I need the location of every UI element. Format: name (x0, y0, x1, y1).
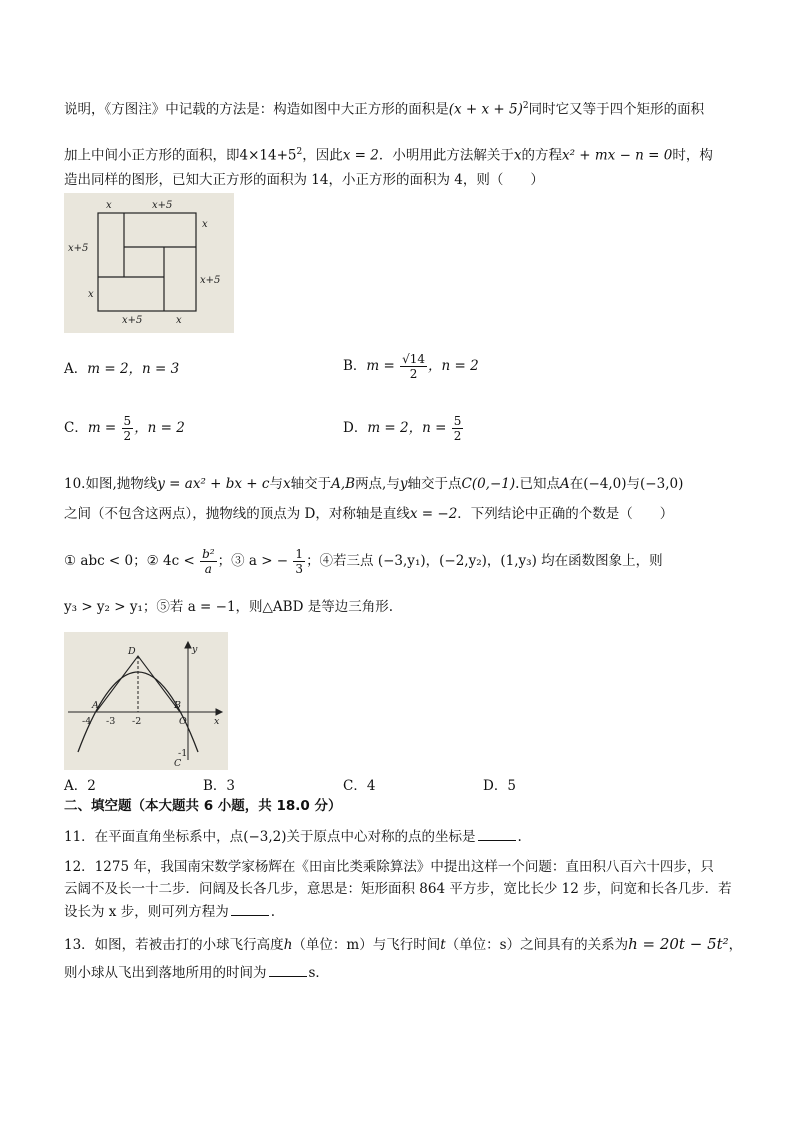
q9-text: 时，构 (672, 147, 713, 164)
q9-option-b[interactable] (343, 352, 479, 381)
fraction-denominator: 2 (123, 429, 132, 443)
label-x5: x+5 (152, 200, 173, 211)
q10-text: 轴交于 (290, 476, 332, 492)
answer-blank[interactable] (478, 826, 516, 841)
q9-expression: 4×14+5 (239, 147, 297, 164)
q13-text: （单位：m）与飞行时间 (292, 937, 441, 953)
fraction-denominator: 2 (409, 367, 418, 381)
q11 (64, 826, 522, 847)
option-text: m = 2，n = (367, 420, 447, 436)
q9-option-c[interactable] (64, 414, 185, 443)
q10-text: ．下列结论中正确的个数是（ ） (457, 506, 674, 522)
q9-text: 加上中间小正方形的面积，即 (64, 147, 240, 164)
condition-text: ① abc < 0；② 4c < (64, 553, 195, 569)
tick-minus-3: -3 (106, 716, 116, 727)
q9-text: ．小明用此方法解关于 (378, 147, 514, 164)
q11-point: (−3,2) (243, 829, 287, 845)
label-y: y (192, 644, 198, 655)
q10-point-c: C(0,−1) (461, 476, 516, 492)
q10-equation: y = ax² + bx + c (157, 476, 270, 492)
option-text: ，n = 2 (134, 420, 185, 436)
q10-point: (−3,0) (640, 476, 684, 492)
q13-variable: t (440, 937, 446, 953)
option-text: ，n = 2 (428, 358, 479, 374)
q10-point-a: A (559, 476, 570, 492)
fraction-denominator: a (204, 562, 212, 576)
label-x5: x+5 (200, 275, 221, 286)
label-x5: x+5 (122, 315, 143, 326)
q10-points: A,B (331, 476, 356, 492)
q10-text: 与 (269, 476, 283, 492)
q9-exponent: 2 (522, 101, 529, 111)
q12-line-2: 云阔不及长一十二步．问阔及长各几步，意思是：矩形面积 864 平方步，宽比长少 12 步，问宽和长各几步．若 (64, 881, 732, 897)
q10-parabola-figure (64, 632, 228, 770)
answer-blank[interactable] (269, 962, 307, 977)
q12-line-1: 12．1275 年，我国南宋数学家杨辉在《田亩比类乘除算法》中提出这样一个问题：直田积八百六十四步，只 (64, 859, 714, 875)
q10-text: .已知点 (515, 476, 560, 492)
tick-minus-2: -2 (132, 716, 142, 727)
q10-text: 与 (626, 476, 641, 492)
q9-variable: x (513, 147, 522, 164)
label-x: x (106, 200, 112, 211)
q13-variable: h (283, 937, 293, 953)
q9-line-1 (64, 96, 704, 120)
section-heading: 二、填空题（本大题共 6 小题，共 18.0 分） (64, 798, 342, 814)
fraction-numerator: 5 (453, 414, 462, 428)
q13-text: ， (728, 937, 743, 953)
q10-axis: x = −2 (409, 506, 458, 522)
q10-text: 轴交于点 (407, 476, 462, 492)
q13-text: 则小球从飞出到落地所用的时间为 (64, 965, 267, 981)
option-label: A． (64, 361, 88, 377)
option-label: C． (64, 420, 88, 436)
q13-equation: h = 20t − 5t² (628, 935, 729, 953)
label-x: x (202, 219, 208, 230)
condition-text: ；③ a > − (217, 553, 289, 569)
label-o: O (179, 716, 187, 727)
option-text: m = (366, 358, 395, 374)
q13-line-2 (64, 962, 329, 983)
q10-conditions (64, 547, 663, 576)
option-text: m = (87, 420, 117, 436)
q12-line-3 (64, 901, 275, 922)
q9-line-2 (64, 142, 713, 166)
q9-text: 说明，《方图注》中记载的方法是：构造如图中大正方形的面积是 (64, 101, 449, 118)
q9-text: 的方程 (521, 147, 562, 164)
q10-line-4: y₃ > y₂ > y₁；⑤若 a = −1，则△ABD 是等边三角形. (64, 599, 393, 615)
figure-background (64, 193, 234, 333)
q11-text: . (517, 829, 522, 845)
option-label: D． (343, 420, 368, 436)
q13-text: s． (308, 965, 329, 981)
q9-option-a[interactable] (64, 359, 179, 379)
q9-text: 同时它又等于四个矩形的面积 (528, 101, 705, 118)
q9-equation: x² + mx − n = 0 (561, 147, 673, 164)
q10-line-1 (64, 474, 683, 494)
label-x: x (176, 315, 182, 326)
q9-exponent: 2 (296, 147, 303, 157)
label-x: x (88, 289, 94, 300)
q10-option-b[interactable]: B．3 (203, 778, 236, 794)
fraction-denominator: 3 (295, 562, 304, 576)
option-label: B． (343, 358, 367, 374)
label-b: B (174, 700, 181, 711)
q10-text: 之间（不包含这两点），抛物线的顶点为 D，对称轴是直线 (64, 506, 410, 522)
fraction-numerator: √14 (402, 352, 426, 366)
fraction (400, 352, 427, 381)
q10-text: 在 (569, 476, 584, 492)
q9-expression: (x + x + 5) (448, 101, 523, 118)
q12-text: . (270, 904, 275, 920)
q13-text: 13．如图，若被击打的小球飞行高度 (64, 937, 284, 953)
label-x: x (214, 716, 220, 727)
q10-text: 两点,与 (355, 476, 400, 492)
tick-minus-4: -4 (82, 716, 92, 727)
q10-option-d[interactable]: D．5 (483, 778, 516, 794)
q10-option-c[interactable]: C．4 (343, 778, 376, 794)
fraction (200, 547, 217, 576)
q13-line-1 (64, 934, 742, 955)
fraction-numerator: b² (202, 547, 215, 561)
fraction-numerator: 5 (123, 414, 132, 428)
q10-text: 10.如图,抛物线 (64, 476, 158, 492)
answer-blank[interactable] (231, 901, 269, 916)
q11-text: 11．在平面直角坐标系中，点 (64, 829, 244, 845)
q10-variable: y (399, 476, 408, 492)
figure-background (64, 632, 228, 770)
fraction (293, 547, 305, 576)
label-d: D (128, 646, 136, 657)
fraction (122, 414, 134, 443)
q10-point: (−4,0) (583, 476, 627, 492)
q9-line-3: 造出同样的图形，已知大正方形的面积为 14，小正方形的面积为 4，则（ ） (64, 172, 544, 188)
fraction-numerator: 1 (295, 547, 304, 561)
fraction (452, 414, 464, 443)
q9-option-d[interactable] (343, 414, 464, 443)
fraction-denominator: 2 (453, 429, 462, 443)
q10-option-a[interactable]: A．2 (64, 778, 96, 794)
tick-minus-1: -1 (178, 748, 188, 759)
q10-variable: x (282, 476, 291, 492)
condition-text: ；④若三点 (−3,y₁)，(−2,y₂)，(1,y₃) 均在函数图象上，则 (306, 553, 663, 569)
q11-text: 关于原点中心对称的点的坐标是 (286, 829, 476, 845)
q10-line-2 (64, 504, 673, 524)
option-text: m = 2，n = 3 (87, 361, 180, 377)
label-x5: x+5 (68, 243, 89, 254)
label-c: C (174, 758, 182, 769)
q9-square-figure (64, 193, 234, 333)
q9-expression: x = 2 (342, 147, 379, 164)
q9-text: ，因此 (302, 147, 343, 164)
q12-text: 设长为 x 步，则可列方程为 (64, 904, 229, 920)
q13-text: （单位：s）之间具有的关系为 (445, 937, 629, 953)
label-a: A (92, 700, 99, 711)
